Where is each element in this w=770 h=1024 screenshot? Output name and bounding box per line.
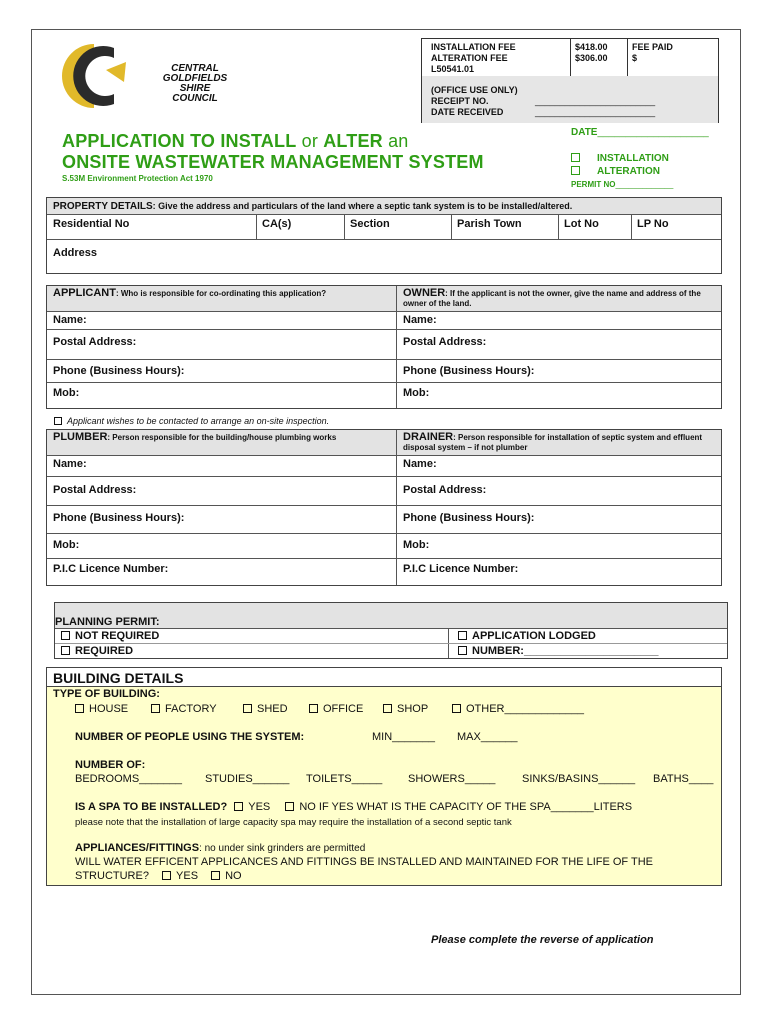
plumber-heading-label: PLUMBER	[53, 431, 108, 443]
factory-label: FACTORY	[165, 703, 217, 715]
divider	[558, 214, 559, 239]
install-alter-options	[571, 152, 669, 178]
divider	[256, 214, 257, 239]
divider	[47, 329, 721, 330]
title-part: APPLICATION TO INSTALL	[62, 131, 297, 151]
shed-label: SHED	[257, 703, 288, 715]
checkbox-icon[interactable]	[162, 871, 171, 880]
divider	[47, 382, 721, 383]
council-name-line: COUNCIL	[172, 93, 218, 104]
applicant-owner-section	[46, 285, 722, 409]
divider	[396, 286, 397, 408]
people-label: NUMBER OF PEOPLE USING THE SYSTEM:	[75, 731, 305, 743]
required-option[interactable]	[61, 645, 133, 657]
fee-code: L50541.01	[431, 64, 475, 74]
people-min-field[interactable]: MIN_______	[372, 731, 435, 743]
applicant-mob-field[interactable]: Mob:	[53, 387, 80, 399]
alteration-option[interactable]	[571, 165, 669, 178]
building-type-office[interactable]	[309, 703, 363, 715]
spa-yes-label: YES	[248, 801, 271, 813]
divider	[396, 430, 397, 585]
building-details-header	[46, 667, 722, 687]
alteration-fee-value: $306.00	[575, 53, 608, 63]
council-name-line: CENTRAL	[171, 63, 219, 74]
applicant-postal-field[interactable]: Postal Address:	[53, 336, 137, 348]
application-lodged-label: APPLICATION LODGED	[472, 630, 596, 642]
efficient-no-option[interactable]	[211, 870, 242, 882]
divider	[570, 39, 571, 76]
applicant-description: : Who is responsible for co-ordinating this application?	[115, 289, 327, 298]
checkbox-icon[interactable]	[234, 802, 243, 811]
building-type-shop[interactable]	[383, 703, 428, 715]
property-details-section	[46, 197, 722, 274]
property-description: : Give the address and particulars of the land where a septic tank system is to be installed/altered.	[152, 201, 573, 211]
title-part: an	[382, 131, 409, 151]
fee-table	[422, 39, 718, 77]
permit-label: PERMIT NO	[571, 180, 616, 189]
divider	[47, 359, 721, 360]
building-type-house[interactable]	[75, 703, 128, 715]
spa-label: IS A SPA TO BE INSTALLED?	[75, 801, 228, 813]
owner-mob-field[interactable]: Mob:	[403, 387, 430, 399]
lot-no-field[interactable]: Lot No	[564, 218, 599, 230]
checkbox-icon[interactable]	[61, 646, 70, 655]
alteration-fee-label: ALTERATION FEE	[431, 53, 508, 63]
shop-label: SHOP	[397, 703, 429, 715]
other-field[interactable]: OTHER_____________	[466, 703, 585, 715]
drainer-postal-field[interactable]: Postal Address:	[403, 484, 487, 496]
owner-heading	[403, 288, 718, 309]
checkbox-icon[interactable]	[243, 704, 252, 713]
title-part: ALTER	[323, 131, 383, 151]
title-part: or	[296, 131, 324, 151]
applicant-heading-label: APPLICANT	[53, 287, 116, 299]
drainer-heading-label: DRAINER	[403, 431, 454, 443]
divider	[631, 214, 632, 239]
sinks-basins-field[interactable]: SINKS/BASINS______	[522, 773, 636, 785]
efficient-question-line2	[75, 870, 242, 882]
people-max-field[interactable]: MAX______	[457, 731, 518, 743]
building-type-other[interactable]	[452, 703, 584, 715]
plumber-postal-field[interactable]: Postal Address:	[53, 484, 137, 496]
fee-paid-value[interactable]: $	[632, 53, 638, 63]
house-label: HOUSE	[89, 703, 129, 715]
efficient-question: WILL WATER EFFICENT APPLICANCES AND FITTINGS BE INSTALLED AND MAINTAINED FOR THE LIFE OF THE	[75, 856, 653, 868]
plumber-mob-field[interactable]: Mob:	[53, 539, 80, 551]
receipt-label: RECEIPT NO.	[431, 96, 489, 106]
permit-line[interactable]: _____________	[615, 180, 674, 189]
building-type-factory[interactable]	[151, 703, 217, 715]
showers-field[interactable]: SHOWERS_____	[408, 773, 496, 785]
applicant-heading	[53, 288, 383, 299]
checkbox-icon[interactable]	[285, 802, 294, 811]
checkbox-icon[interactable]	[383, 704, 392, 713]
drainer-description: : Person responsible for installation of septic system and effluent disposal system – if not plumber	[403, 433, 703, 452]
building-type-shed[interactable]	[243, 703, 288, 715]
checkbox-icon[interactable]	[309, 704, 318, 713]
bedrooms-field[interactable]: BEDROOMS_______	[75, 773, 182, 785]
not-required-option[interactable]	[61, 630, 159, 642]
date-received-label: DATE RECEIVED	[431, 107, 504, 117]
checkbox-icon[interactable]	[571, 166, 580, 175]
spa-question	[75, 801, 632, 813]
plumber-name-field[interactable]: Name:	[53, 458, 87, 470]
divider	[627, 39, 628, 76]
permit-no-field[interactable]	[571, 180, 673, 189]
address-field[interactable]: Address	[53, 247, 98, 259]
lp-no-field[interactable]: LP No	[637, 218, 669, 230]
checkbox-icon[interactable]	[151, 704, 160, 713]
date-field[interactable]	[571, 127, 709, 138]
owner-description: : If the applicant is not the owner, give the name and address of the owner of the land.	[403, 289, 701, 308]
planning-permit-section	[54, 602, 728, 659]
plumber-description: : Person responsible for the building/house plumbing works	[107, 433, 337, 442]
divider	[47, 239, 721, 240]
checkbox-icon[interactable]	[211, 871, 220, 880]
checkbox-icon[interactable]	[571, 153, 580, 162]
date-line[interactable]: ____________________	[597, 127, 709, 138]
applicant-name-field[interactable]: Name:	[53, 314, 87, 326]
permit-number-option[interactable]	[458, 645, 659, 657]
building-type-label: TYPE OF BUILDING:	[53, 688, 160, 700]
office-use-label: (OFFICE USE ONLY)	[431, 85, 518, 95]
drainer-heading	[403, 432, 718, 453]
spa-note: please note that the installation of large capacity spa may require the installation of a second septic tank	[75, 817, 512, 828]
planning-heading: PLANNING PERMIT:	[55, 616, 160, 628]
property-heading	[53, 201, 572, 212]
divider	[451, 214, 452, 239]
residential-no-field[interactable]: Residential No	[53, 218, 130, 230]
drainer-licence-field[interactable]: P.I.C Licence Number:	[403, 563, 519, 575]
efficient-no-label: NO	[225, 870, 242, 882]
efficient-yes-label: YES	[176, 870, 199, 882]
appliances-note: : no under sink grinders are permitted	[199, 843, 366, 854]
divider	[47, 476, 721, 477]
checkbox-icon[interactable]	[75, 704, 84, 713]
not-required-label: NOT REQUIRED	[75, 630, 160, 642]
building-heading: BUILDING DETAILS	[53, 670, 184, 686]
drainer-mob-field[interactable]: Mob:	[403, 539, 430, 551]
reverse-note: Please complete the reverse of application	[431, 934, 654, 946]
office-use-area	[422, 76, 718, 123]
appliances-label: APPLIANCES/FITTINGS	[75, 842, 200, 854]
installation-fee-label: INSTALLATION FEE	[431, 42, 516, 52]
plumber-heading	[53, 432, 383, 443]
plumber-drainer-section	[46, 429, 722, 586]
divider	[47, 505, 721, 506]
drainer-phone-field[interactable]: Phone (Business Hours):	[403, 512, 535, 524]
toilets-field[interactable]: TOILETS_____	[306, 773, 383, 785]
section-field[interactable]: Section	[350, 218, 390, 230]
contact-note: Applicant wishes to be contacted to arrange an on-site inspection.	[67, 416, 330, 426]
checkbox-icon[interactable]	[54, 417, 62, 425]
property-heading-label: PROPERTY DETAILS	[53, 201, 153, 212]
page-title	[62, 131, 409, 152]
structure-label: STRUCTURE?	[75, 870, 149, 882]
council-name-line: GOLDFIELDS	[162, 73, 228, 84]
divider	[344, 214, 345, 239]
application-lodged-option[interactable]	[458, 630, 596, 642]
installation-label: INSTALLATION	[597, 153, 669, 164]
drainer-name-field[interactable]: Name:	[403, 458, 437, 470]
office-label: OFFICE	[323, 703, 364, 715]
studies-field[interactable]: STUDIES______	[205, 773, 290, 785]
permit-number-field[interactable]: NUMBER:______________________	[472, 645, 659, 657]
date-label: DATE	[571, 127, 598, 138]
ca-field[interactable]: CA(s)	[262, 218, 292, 230]
number-of-label: NUMBER OF:	[75, 759, 146, 771]
baths-field[interactable]: BATHS____	[653, 773, 714, 785]
date-received-field[interactable]: ________________________	[535, 107, 656, 117]
efficient-yes-option[interactable]	[162, 870, 198, 882]
checkbox-icon[interactable]	[458, 631, 467, 640]
council-name	[150, 64, 240, 104]
owner-name-field[interactable]: Name:	[403, 314, 437, 326]
alteration-label: ALTERATION	[597, 166, 660, 177]
plumber-phone-field[interactable]: Phone (Business Hours):	[53, 512, 185, 524]
checkbox-icon[interactable]	[458, 646, 467, 655]
checkbox-icon[interactable]	[452, 704, 461, 713]
installation-fee-value: $418.00	[575, 42, 608, 52]
building-details-section	[46, 686, 722, 886]
page-title-line2: ONSITE WASTEWATER MANAGEMENT SYSTEM	[62, 152, 484, 172]
divider	[47, 533, 721, 534]
spa-yes-option[interactable]	[230, 801, 270, 813]
fee-box	[421, 38, 719, 123]
parish-town-field[interactable]: Parish Town	[457, 218, 522, 230]
required-label: REQUIRED	[75, 645, 134, 657]
owner-heading-label: OWNER	[403, 287, 446, 299]
installation-option[interactable]	[571, 152, 669, 165]
receipt-field[interactable]: ________________________	[535, 96, 656, 106]
checkbox-icon[interactable]	[61, 631, 70, 640]
contact-inspection-option[interactable]	[54, 416, 329, 426]
spa-capacity-field[interactable]: NO IF YES WHAT IS THE CAPACITY OF THE SPA_______LITERS	[299, 801, 633, 813]
council-name-line: SHIRE	[179, 83, 211, 94]
act-reference: S.53M Environment Protection Act 1970	[62, 174, 213, 183]
owner-phone-field[interactable]: Phone (Business Hours):	[403, 365, 535, 377]
applicant-phone-field[interactable]: Phone (Business Hours):	[53, 365, 185, 377]
spa-no-option[interactable]	[285, 801, 632, 813]
owner-postal-field[interactable]: Postal Address:	[403, 336, 487, 348]
appliances-heading	[75, 842, 365, 854]
divider	[47, 558, 721, 559]
plumber-licence-field[interactable]: P.I.C Licence Number:	[53, 563, 169, 575]
fee-paid-label: FEE PAID	[632, 42, 673, 52]
divider	[55, 643, 727, 644]
